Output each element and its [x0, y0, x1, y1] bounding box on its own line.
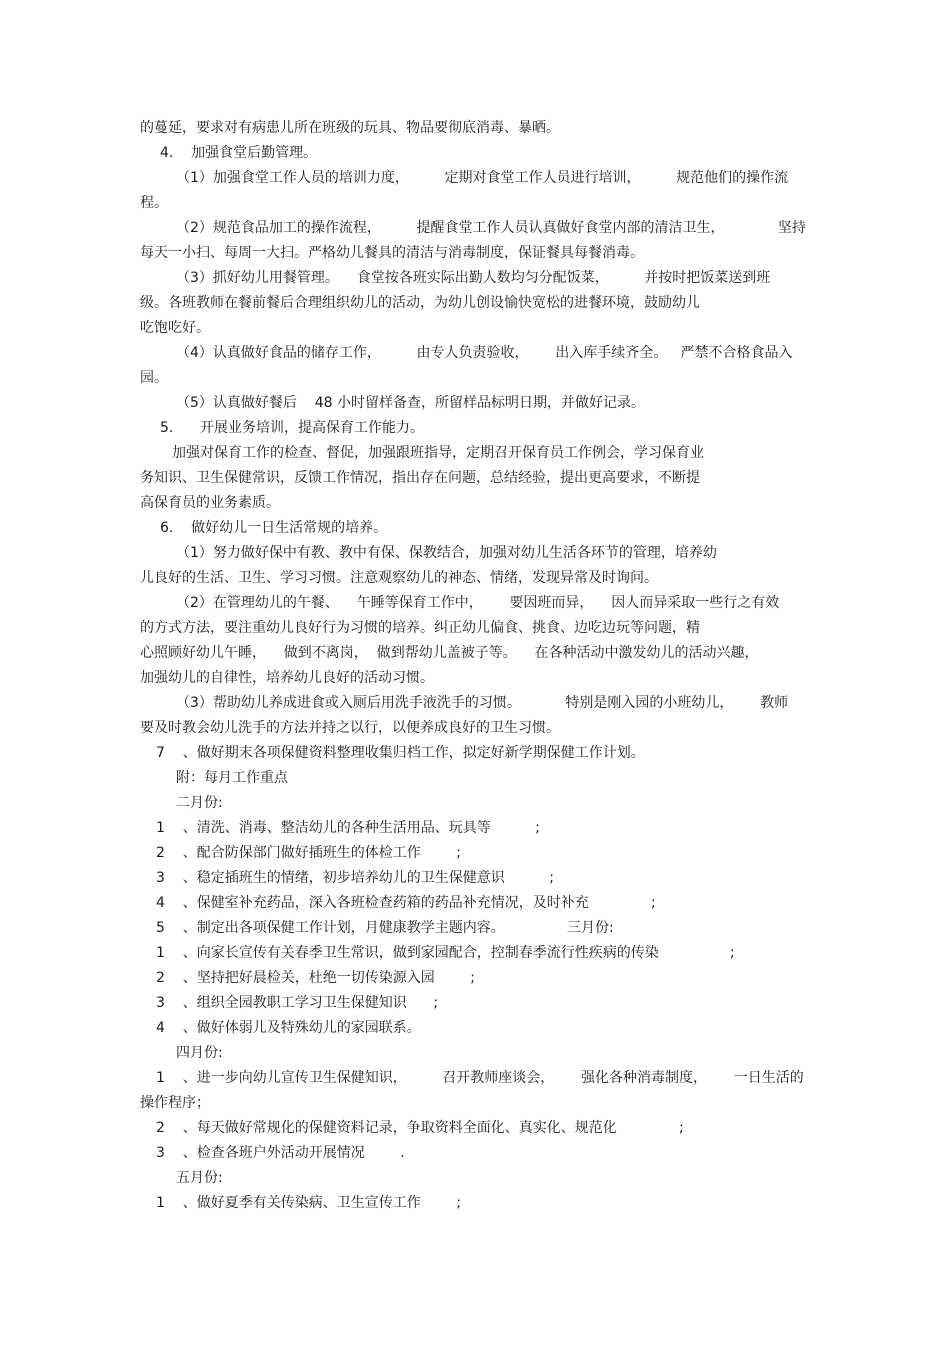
list-item: 2 、配合防保部门做好插班生的体检工作 ; — [156, 845, 462, 861]
text-line: （2）在管理幼儿的午餐、 午睡等保育工作中， 要因班而异， 因人而异采取一些行之有效 — [176, 595, 780, 611]
list-item: 5 、制定出各项保健工作计划，月健康教学主题内容。 三月份: — [156, 920, 614, 936]
text-line: （3）抓好幼儿用餐管理。 食堂按各班实际出勤人数均匀分配饭菜， 并按时把饭菜送到班 — [176, 270, 771, 286]
text-line: （1）加强食堂工作人员的培训力度， 定期对食堂工作人员进行培训， 规范他们的操作流 — [176, 170, 789, 186]
month-heading: 二月份: — [176, 795, 223, 811]
text-line: 心照顾好幼儿午睡， 做到不离岗， 做到帮幼儿盖被子等。 在各种活动中激发幼儿的活动兴趣， — [140, 645, 759, 661]
text-line: （3）帮助幼儿养成进食或入厕后用洗手液洗手的习惯。 特别是刚入园的小班幼儿， 教师 — [176, 695, 789, 711]
text-line: （4）认真做好食品的储存工作， 由专人负责验收， 出入库手续齐全。 严禁不合格食品入 — [176, 345, 793, 361]
text-line: 高保育员的业务素质。 — [140, 495, 280, 511]
appendix-heading: 附：每月工作重点 — [176, 770, 288, 786]
text-line: （2）规范食品加工的操作流程， 提醒食堂工作人员认真做好食堂内部的清洁卫生， 坚持 — [176, 220, 806, 236]
text-line: 级。各班教师在餐前餐后合理组织幼儿的活动，为幼儿创设愉快宽松的进餐环境，鼓励幼儿 — [140, 295, 700, 311]
list-item: 2 、每天做好常规化的保健资料记录，争取资料全面化、真实化、规范化 ; — [156, 1120, 684, 1136]
text-line: 要及时教会幼儿洗手的方法并持之以行，以便养成良好的卫生习惯。 — [140, 720, 560, 736]
list-item: 1 、进一步向幼儿宣传卫生保健知识， 召开教师座谈会， 强化各种消毒制度， 一日生活的 — [156, 1070, 804, 1086]
text-line: 每天一小扫、每周一大扫。严格幼儿餐具的清洁与消毒制度，保证餐具每餐消毒。 — [140, 245, 644, 261]
list-item: 操作程序； — [140, 1095, 210, 1111]
month-heading: 四月份: — [176, 1045, 223, 1061]
list-item: 1 、向家长宣传有关春季卫生常识，做到家园配合，控制春季流行性疾病的传染 ; — [156, 945, 735, 961]
list-item: 4 、保健室补充药品，深入各班检查药箱的药品补充情况，及时补充 ; — [156, 895, 656, 911]
list-item: 3 、组织全园教职工学习卫生保健知识 ; — [156, 995, 439, 1011]
list-item: 3 、稳定插班生的情绪，初步培养幼儿的卫生保健意识 ; — [156, 870, 554, 886]
text-line: 加强幼儿的自律性，培养幼儿良好的活动习惯。 — [140, 670, 434, 686]
text-line: 园。 — [140, 370, 168, 386]
section-heading-7: 7 、做好期末各项保健资料整理收集归档工作，拟定好新学期保健工作计划。 — [156, 745, 645, 761]
section-heading-6: 6. 做好幼儿一日生活常规的培养。 — [160, 520, 388, 536]
text-line: 加强对保育工作的检查、督促，加强跟班指导，定期召开保育员工作例会，学习保育业 — [172, 445, 704, 461]
text-line: 务知识、卫生保健常识，反馈工作情况，指出存在问题，总结经验，提出更高要求，不断提 — [140, 470, 700, 486]
section-heading-5: 5. 开展业务培训，提高保育工作能力。 — [160, 420, 425, 436]
text-line: 儿良好的生活、卫生、学习习惯。注意观察幼儿的神态、情绪，发现异常及时询问。 — [140, 570, 658, 586]
text-line: （5）认真做好餐后 48 小时留样备查，所留样品标明日期，并做好记录。 — [176, 395, 645, 411]
month-heading: 五月份: — [176, 1170, 223, 1186]
section-heading-4: 4. 加强食堂后勤管理。 — [160, 145, 318, 161]
text-line: 的方式方法，要注重幼儿良好行为习惯的培养。纠正幼儿偏食、挑食、边吃边玩等问题，精 — [140, 620, 700, 636]
list-item: 4 、做好体弱儿及特殊幼儿的家园联系。 — [156, 1020, 421, 1036]
text-line: 的蔓延，要求对有病患儿所在班级的玩具、物品要彻底消毒、暴晒。 — [140, 120, 560, 136]
list-item: 1 、做好夏季有关传染病、卫生宣传工作 ; — [156, 1195, 462, 1211]
list-item: 1 、清洗、消毒、整洁幼儿的各种生活用品、玩具等 ; — [156, 820, 540, 836]
list-item: 3 、检查各班户外活动开展情况 . — [156, 1145, 405, 1161]
list-item: 2 、坚持把好晨检关，杜绝一切传染源入园 ; — [156, 970, 476, 986]
text-line: 吃饱吃好。 — [140, 320, 210, 336]
text-line: （1）努力做好保中有教、教中有保、保教结合，加强对幼儿生活各环节的管理，培养幼 — [176, 545, 717, 561]
text-line: 程。 — [140, 195, 168, 211]
